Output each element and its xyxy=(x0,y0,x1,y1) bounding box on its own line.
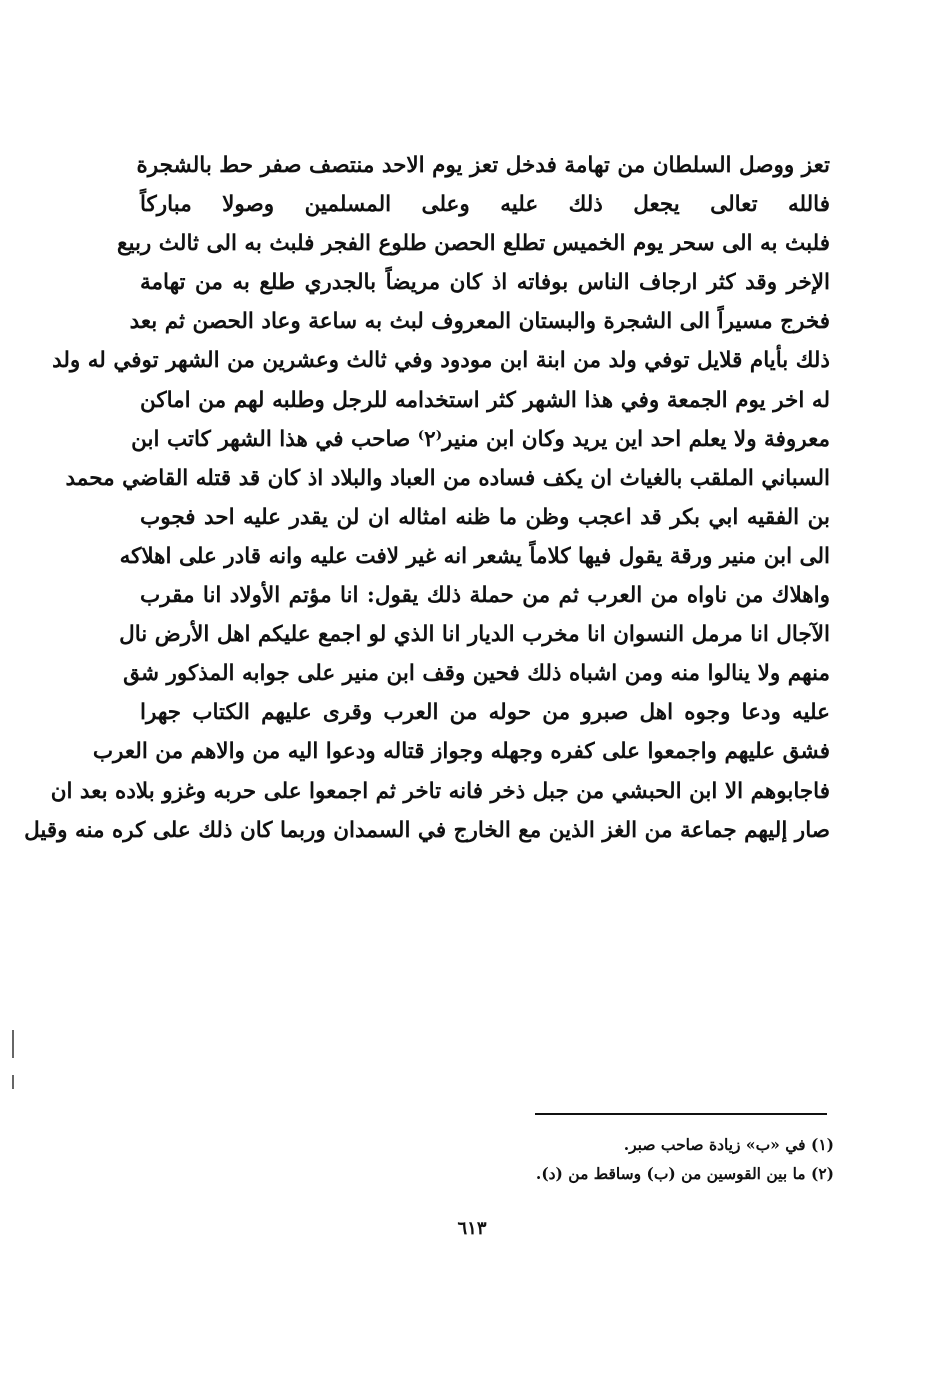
text-line: تعز ووصل السلطان من تهامة فدخل تعز يوم الاحد منتصف صفر حط بالشجرة xyxy=(136,153,830,178)
footnote-1: (١) في «ب» زيادة صاحب صبر. xyxy=(623,1135,834,1154)
scan-speck xyxy=(12,1075,14,1089)
text-line: صار إليهم جماعة من الغز الذين مع الخارج في السمدان وربما كان ذلك على كره منه وقيل xyxy=(24,817,830,843)
text-line: فلبث به الى سحر يوم الخميس تطلع الحصن طلوع الفجر فلبث به الى ثالث ربيع xyxy=(117,231,830,257)
text-line: فاجابوهم الا ابن الحبشي من جبل ذخر فانه تاخر ثم اجمعوا على حربه وغزو بلاده بعد ان xyxy=(50,778,830,804)
text-line: الإخر وقد كثر ارجاف الناس بوفاته اذ كان مريضاً بالجدري طلع به من تهامة xyxy=(140,270,830,296)
text-line: الى ابن منير ورقة يقول فيها كلاماً يشعر انه غير لافت عليه وانه قادر على اهلاكه xyxy=(119,543,830,569)
text-line: فخرج مسيراً الى الشجرة والبستان المعروف لبث به ساعة وعاد الحصن ثم بعد xyxy=(129,309,830,335)
text-line: فشق عليهم واجمعوا على كفره وجهله وجواز قتاله ودعوا اليه من والاهم من العرب xyxy=(92,739,830,765)
text-line: فالله تعالى يجعل ذلك عليه وعلى المسلمين وصولا مباركاً xyxy=(140,192,830,218)
text-line: الآجال انا مرمل النسوان انا مخرب الديار انا الذي لو اجمع عليكم اهل الأرض نال xyxy=(119,622,830,648)
text-line: منهم ولا ينالوا منه ومن اشباه ذلك فحين وقف ابن منير على جوابه المذكور شق xyxy=(123,661,830,687)
text-line: عليه ودعا وجوه اهل صبرو من حوله من العرب وقرى عليهم الكتاب جهرا xyxy=(140,700,830,726)
scan-speck xyxy=(12,1030,14,1058)
text-line: بن الفقيه ابي بكر قد اعجب وظن ما ظنه امثاله ان لن يقدر عليه احد فجوب xyxy=(140,504,830,530)
text-line: معروفة ولا يعلم احد اين يريد وكان ابن منير⁽٢⁾ صاحب في هذا الشهر كاتب ابن xyxy=(131,426,830,452)
text-line: ذلك بأيام قلايل توفي ولد من ابنة ابن مودود وفي ثالث وعشرين من الشهر توفي له ولد xyxy=(52,348,830,374)
body-text xyxy=(24,146,830,850)
page-number: ٦١٣ xyxy=(457,1218,487,1239)
footnote-divider xyxy=(535,1113,827,1115)
footnotes xyxy=(414,1130,834,1188)
text-line: له اخر يوم الجمعة وفي هذا الشهر كثر استخدامه للرجل وطلبه لهم من اماكن xyxy=(140,387,830,413)
text-line: واهلاك من ناواه من العرب ثم من حملة ذلك يقول: انا مؤتم الأولاد انا مقرب xyxy=(140,583,830,609)
text-line: السباني الملقب بالغياث ان يكف فساده من العباد والبلاد اذ كان قد قتله القاضي محمد xyxy=(65,465,830,491)
footnote-2: (٢) ما بين القوسين من (ب) وساقط من (د). xyxy=(535,1164,834,1183)
